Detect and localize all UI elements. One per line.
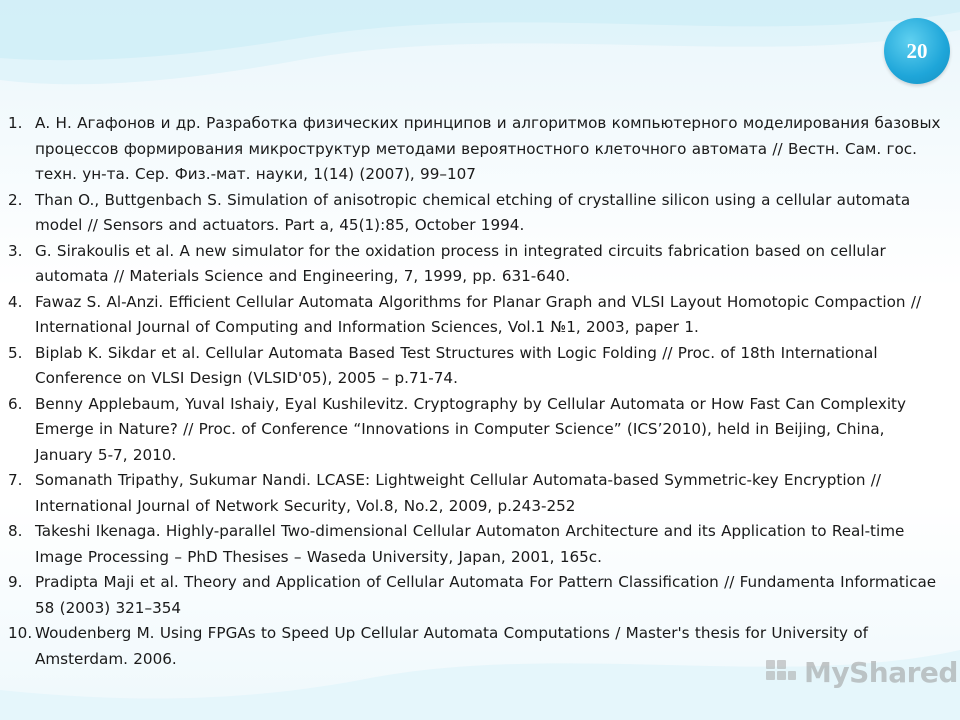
reference-number: 6.: [8, 394, 23, 413]
reference-number: 3.: [8, 241, 23, 260]
reference-number: 8.: [8, 522, 23, 540]
reference-item: [8, 290, 943, 341]
reference-item: [8, 111, 943, 188]
reference-item: [8, 239, 943, 290]
watermark-text: MyShared: [804, 656, 958, 689]
watermark-logo-icon: [764, 658, 798, 688]
reference-item: [8, 341, 943, 392]
reference-number: 1.: [8, 114, 23, 132]
reference-item: [8, 392, 943, 469]
reference-text: Benny Applebaum, Yuval Ishaiy, Eyal Kushilevitz. Cryptography by Cellular Automata or How Fast Can Complexity Emerge in Nature? // Proc. of Conference “Innovations in Computer Science” (ICS’2010), held in Beijing, China, January 5-7, 2010.: [35, 394, 906, 464]
reference-text: Than O., Buttgenbach S. Simulation of anisotropic chemical etching of crystalline silicon using a cellular automata model // Sensors and actuators. Part a, 45(1):85, October 1994.: [35, 190, 911, 234]
page-number-badge: 20: [884, 18, 950, 84]
reference-text: G. Sirakoulis et al. A new simulator for the oxidation process in integrated circuits fabrication based on cellular automata // Materials Science and Engineering, 7, 1999, pp. 631-640.: [35, 241, 886, 285]
reference-number: 7.: [8, 471, 23, 489]
reference-number: 10.: [8, 624, 33, 642]
reference-number: 2.: [8, 190, 23, 209]
reference-list: [8, 111, 943, 672]
reference-text: Takeshi Ikenaga. Highly-parallel Two-dimensional Cellular Automaton Architecture and its Application to Real-time Image Processing – PhD Thesises – Waseda University, Japan, 2001, 165c.: [35, 522, 905, 566]
watermark: [764, 656, 958, 689]
reference-item: [8, 570, 943, 621]
reference-text: Somanath Tripathy, Sukumar Nandi. LCASE: Lightweight Cellular Automata-based Symmetric-key Encryption // International Journal of Network Security, Vol.8, No.2, 2009, p.243-252: [35, 471, 882, 515]
reference-text: Pradipta Maji et al. Theory and Application of Cellular Automata For Pattern Classification // Fundamenta Informaticae 58 (2003) 321–354: [35, 573, 937, 617]
reference-item: [8, 468, 943, 519]
reference-text: Fawaz S. Al-Anzi. Efficient Cellular Automata Algorithms for Planar Graph and VLSI Layout Homotopic Compaction // International Journal of Computing and Information Sciences, Vol.1 №1, 2003, paper 1.: [35, 292, 922, 336]
reference-number: 9.: [8, 573, 23, 591]
reference-text: А. Н. Агафонов и др. Разработка физических принципов и алгоритмов компьютерного моделирования базовых процессов формирования микроструктур методами вероятностного клеточного автомата // Вестн. Сам. гос. техн. ун-та. Сер. Физ.-мат. науки, 1(14) (2007), 99–107: [35, 114, 941, 183]
reference-number: 4.: [8, 292, 23, 311]
reference-number: 5.: [8, 343, 23, 362]
reference-text: Biplab K. Sikdar et al. Cellular Automata Based Test Structures with Logic Folding // Proc. of 18th International Conference on VLSI Design (VLSID'05), 2005 – p.71-74.: [35, 343, 878, 387]
reference-item: [8, 188, 943, 239]
reference-text: Woudenberg M. Using FPGAs to Speed Up Cellular Automata Computations / Master's thesis for University of Amsterdam. 2006.: [35, 624, 869, 668]
reference-item: [8, 519, 943, 570]
